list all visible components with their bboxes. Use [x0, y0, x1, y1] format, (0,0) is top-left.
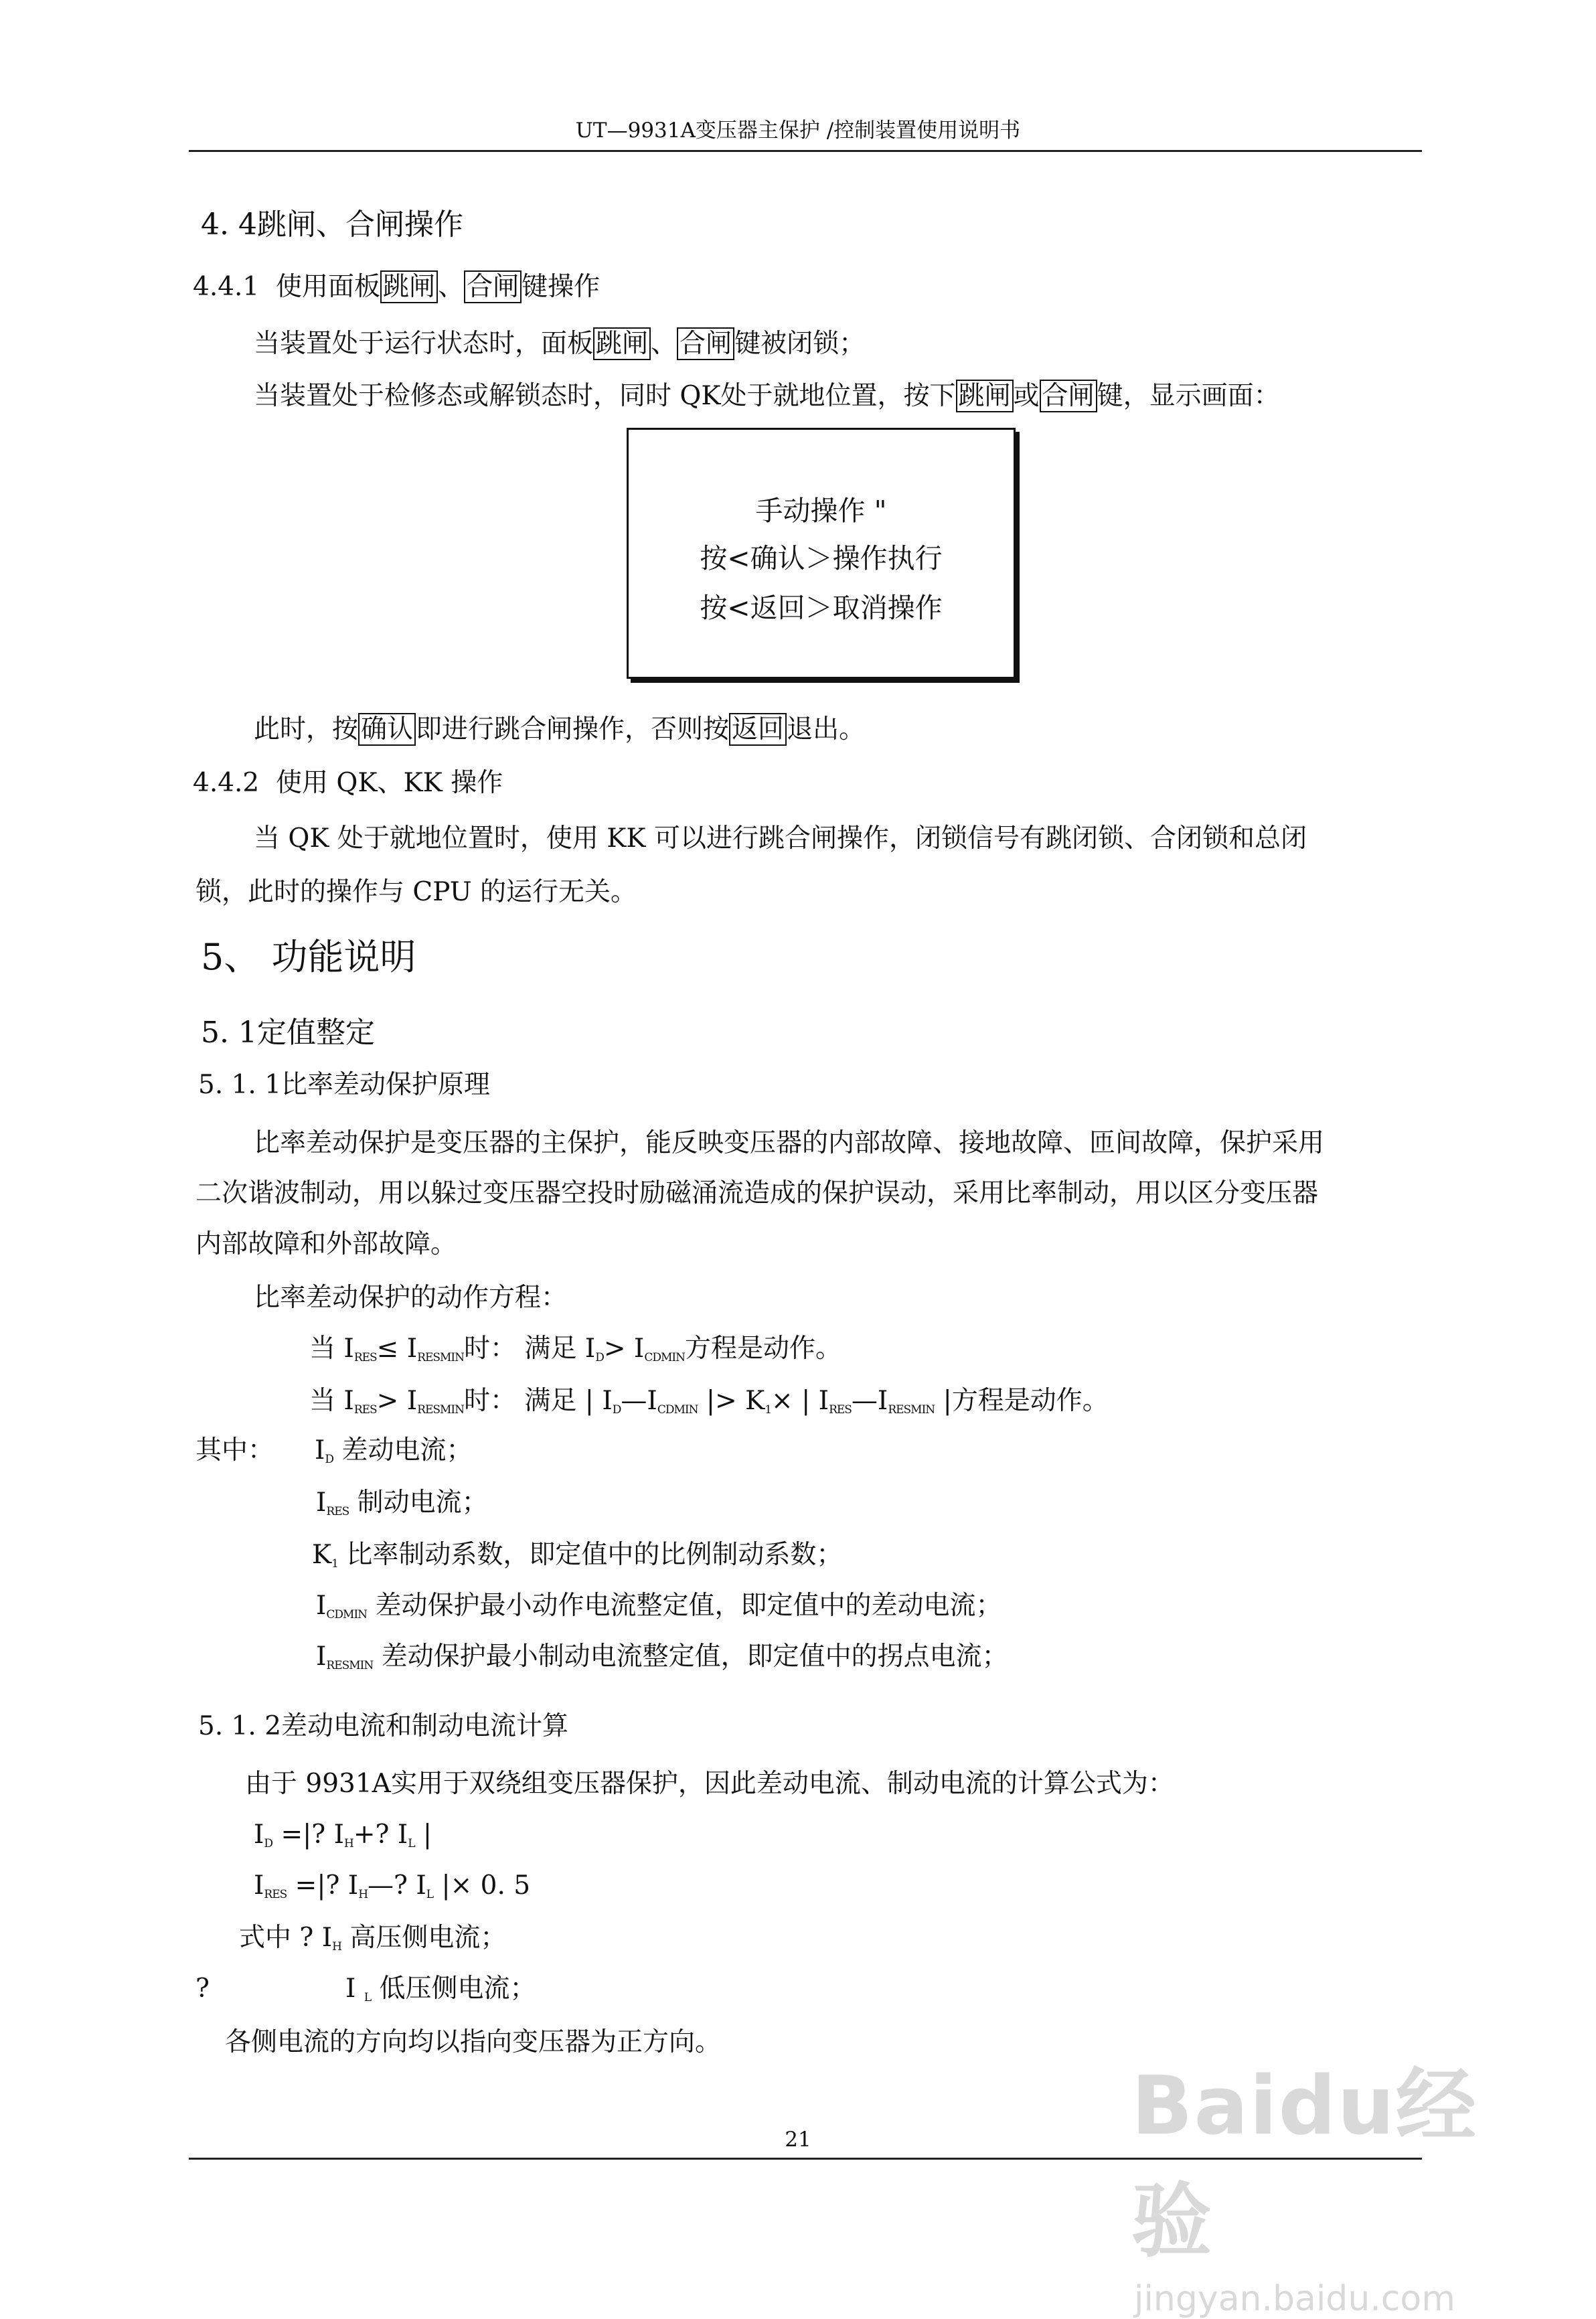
text: 或: [1013, 381, 1040, 411]
formula-text: —I: [621, 1386, 657, 1416]
direction-note: 各侧电流的方向均以指向变压器为正方向。: [225, 2027, 722, 2057]
text: 使用面板: [276, 272, 381, 302]
definition: [316, 1486, 488, 1528]
confirm-key: 确认: [358, 713, 416, 746]
subscript: RES: [353, 1403, 377, 1417]
formula-text: =|? I: [287, 1870, 359, 1901]
formula-text: 时： 满足 | I: [464, 1386, 613, 1416]
section-5-1-2-heading: 5. 1. 2差动电流和制动电流计算: [198, 1711, 569, 1741]
subscript: D: [612, 1403, 621, 1417]
subscript: D: [264, 1837, 273, 1850]
trip-key: 跳闸: [956, 380, 1014, 412]
watermark-logo: Baidu经验: [1131, 2060, 1478, 2268]
formula-text: 当 I: [309, 1386, 354, 1416]
subscript: RESMIN: [326, 1659, 374, 1672]
formula-text: I: [316, 1591, 327, 1621]
formula-text: I: [254, 1870, 264, 1901]
formula-text: K: [312, 1540, 332, 1570]
text: 、: [438, 272, 465, 302]
subscript: H: [332, 1940, 341, 1953]
formula-text: |方程是动作。: [935, 1386, 1109, 1416]
where-label: 其中：: [195, 1435, 274, 1465]
text: 键操作: [522, 272, 601, 302]
subscript: CDMIN: [657, 1403, 698, 1417]
subscript: D: [595, 1351, 604, 1364]
text: 当装置处于检修态或解锁态时，同时 QK处于就地位置，按下: [254, 381, 956, 411]
formula-text: I: [316, 1642, 327, 1672]
paragraph: 当 QK 处于就地位置时，使用 KK 可以进行跳合闸操作，闭锁信号有跳闭锁、合闭锁和总闭: [254, 823, 1307, 854]
formula-text: |> K: [698, 1386, 765, 1416]
section-4-4-heading: 4. 4跳闸、合闸操作: [201, 208, 463, 242]
screen-line: 按<确认＞操作执行: [700, 542, 943, 574]
formula-text: 当 I: [309, 1334, 354, 1364]
subscript: RES: [264, 1888, 287, 1901]
subscript: L: [408, 1837, 415, 1850]
text: 此时，按: [254, 714, 359, 744]
close-key: 合闸: [1040, 380, 1097, 412]
subscript: CDMIN: [326, 1608, 368, 1621]
text: 键，显示画面：: [1097, 381, 1280, 411]
where-low-side: [345, 1972, 536, 2014]
formula-text: 时： 满足 I: [464, 1334, 596, 1364]
page-number: 21: [785, 2128, 811, 2152]
baidu-jingyan-watermark: [1131, 2042, 1533, 2319]
header-rule: [189, 150, 1422, 152]
formula-text: —I: [851, 1386, 888, 1416]
formula-text: I: [315, 1435, 325, 1465]
formula-text: 制动电流；: [349, 1488, 488, 1518]
trip-key: 跳闸: [380, 270, 438, 303]
back-key: 返回: [729, 713, 787, 746]
subscript: RES: [326, 1505, 349, 1518]
formula-text: 低压侧电流；: [371, 1974, 536, 2004]
subscript: RESMIN: [417, 1351, 465, 1364]
section-5-1-1-heading: 5. 1. 1比率差动保护原理: [198, 1070, 491, 1100]
subscript: RES: [829, 1403, 852, 1417]
definition: [316, 1589, 1002, 1631]
subscript: H: [343, 1837, 353, 1850]
text: 、: [651, 329, 677, 359]
formula-text: |: [414, 1820, 432, 1850]
where-high-side: [239, 1921, 506, 1964]
formula-text: |× 0. 5: [433, 1870, 531, 1901]
device-screen-display: [627, 428, 1016, 679]
close-key: 合闸: [677, 327, 734, 360]
formula-text: 高压侧电流；: [341, 1923, 507, 1953]
subscript: RESMIN: [417, 1403, 465, 1417]
close-key: 合闸: [464, 270, 522, 303]
formula-text: × | I: [771, 1386, 829, 1416]
equation-2: [309, 1384, 1109, 1427]
subscript: H: [358, 1888, 368, 1901]
formula-text: 式中 ? I: [239, 1923, 333, 1953]
calc-intro: 由于 9931A实用于双绕组变压器保护，因此差动电流、制动电流的计算公式为：: [245, 1769, 1174, 1799]
formula-text: 差动保护最小动作电流整定值，即定值中的差动电流；: [367, 1591, 1002, 1621]
subsection-4-4-1: [193, 270, 600, 304]
paragraph-line: 二次谐波制动，用以躲过变压器空投时励磁涌流造成的保护误动，采用比率制动，用以区分变压器: [195, 1178, 1319, 1208]
paragraph: 锁，此时的操作与 CPU 的运行无关。: [195, 877, 637, 907]
paragraph: [254, 380, 1280, 413]
formula-text: > I: [376, 1386, 418, 1416]
text: 键被闭锁；: [734, 329, 866, 359]
section-5-heading: 5、 功能说明: [201, 936, 416, 978]
subscript: RES: [353, 1351, 377, 1364]
text: 退出。: [787, 714, 866, 744]
formula-text: I: [345, 1974, 364, 2004]
formula-text: 方程是动作。: [684, 1334, 842, 1364]
formula-differential: [254, 1818, 432, 1860]
formula-text: ≤ I: [376, 1334, 418, 1364]
paragraph: [254, 327, 865, 361]
equation-1: [309, 1332, 842, 1374]
subsection-4-4-2: [193, 767, 503, 800]
section-5-1-heading: 5. 1定值整定: [201, 1016, 375, 1050]
formula-text: I: [254, 1820, 264, 1850]
formula-text: I: [316, 1488, 327, 1518]
screen-line: 按<返回＞取消操作: [700, 592, 943, 624]
paragraph: [254, 713, 865, 746]
equation-intro: 比率差动保护的动作方程：: [254, 1283, 568, 1313]
formula-text: =|? I: [272, 1820, 344, 1850]
paragraph-line: 比率差动保护是变压器的主保护，能反映变压器的内部故障、接地故障、匝间故障，保护采用: [254, 1128, 1325, 1158]
subscript: RESMIN: [888, 1403, 935, 1417]
subscript: L: [426, 1888, 434, 1901]
section-number: 4.4.2: [193, 768, 260, 798]
subscript: 1: [331, 1557, 338, 1571]
formula-restraint: [254, 1869, 530, 1911]
formula-text: 比率制动系数，即定值中的比例制动系数；: [337, 1540, 843, 1570]
definition: [312, 1538, 842, 1581]
formula-text: 差动保护最小制动电流整定值，即定值中的拐点电流；: [373, 1642, 1008, 1672]
definition: [315, 1434, 472, 1476]
subscript: CDMIN: [644, 1351, 685, 1364]
subscript: D: [325, 1453, 334, 1466]
text: 当装置处于运行状态时，面板: [254, 329, 594, 359]
watermark-url: jingyan.baidu.com: [1134, 2279, 1455, 2319]
text: 使用 QK、KK 操作: [276, 768, 503, 798]
formula-text: +? I: [353, 1820, 408, 1850]
subscript: 1: [765, 1403, 772, 1417]
trip-key: 跳闸: [593, 327, 651, 360]
screen-line: 手动操作 ": [755, 495, 887, 527]
section-number: 4.4.1: [193, 272, 260, 302]
paragraph-line: 内部故障和外部故障。: [195, 1229, 457, 1259]
formula-text: —? I: [368, 1870, 426, 1901]
formula-text: 差动电流；: [333, 1435, 473, 1465]
text: 即进行跳合闸操作，否则按: [416, 714, 730, 744]
question-mark: ?: [195, 1974, 210, 2004]
subscript: L: [364, 1991, 372, 2004]
definition: [316, 1640, 1008, 1682]
formula-text: > I: [603, 1334, 645, 1364]
document-header: UT—9931A变压器主保护 /控制装置使用说明书: [575, 118, 1021, 143]
